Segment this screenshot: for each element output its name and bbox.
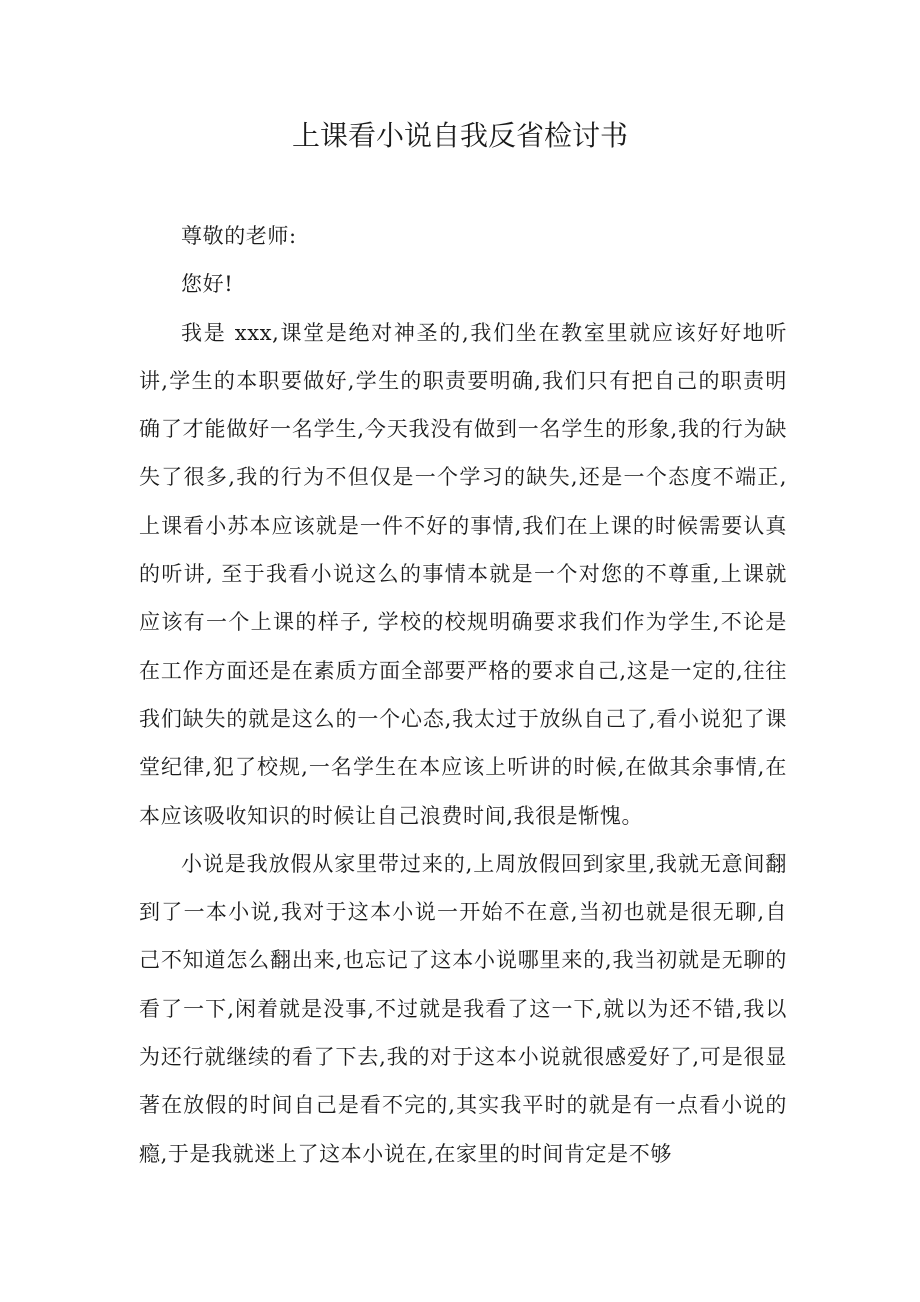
paragraph: 我是 xxx,课堂是绝对神圣的,我们坐在教室里就应该好好地听讲,学生的本职要做好,学生的职责要明确,我们只有把自己的职责明确了才能做好一名学生,今天我没有做到一名学生的形象,我的行为缺失了很多,我的行为不但仅是一个学习的缺失,还是一个态度不端正,上课看小苏本应该就是一件不好的事情,我们在上课的时候需要认真的听讲, 至于我看小说这么的事情本就是一个对您的不尊重,上课就应该有一个上课的样子, 学校的校规明确要求我们作为学生,不论是在工作方面还是在素质方面全部要严格的要求自己,这是一定的,往往我们缺失的就是这么的一个心态,我太过于放纵自己了,看小说犯了课堂纪律,犯了校规,一名学生在本应该上听讲的时候,在做其余事情,在本应该吸收知识的时候让自己浪费时间,我很是惭愧。 (139, 320, 787, 828)
document-title: 上课看小说自我反省检讨书 (291, 119, 628, 152)
document-body (139, 212, 787, 1178)
greeting: 您好! (181, 272, 234, 297)
salutation: 尊敬的老师: (181, 224, 297, 248)
paragraph: 小说是我放假从家里带过来的,上周放假回到家里,我就无意间翻到了一本小说,我对于这本小说一开始不在意,当初也就是很无聊,自己不知道怎么翻出来,也忘记了这本小说哪里来的,我当初就是无聊的看了一下,闲着就是没事,不过就是我看了这一下,就以为还不错,我以为还行就继续的看了下去,我的对于这本小说就很感爱好了,可是很显著在放假的时间自己是看不完的,其实我平时的就是有一点看小说的瘾,于是我就迷上了这本小说在,在家里的时间肯定是不够 (139, 851, 787, 1166)
